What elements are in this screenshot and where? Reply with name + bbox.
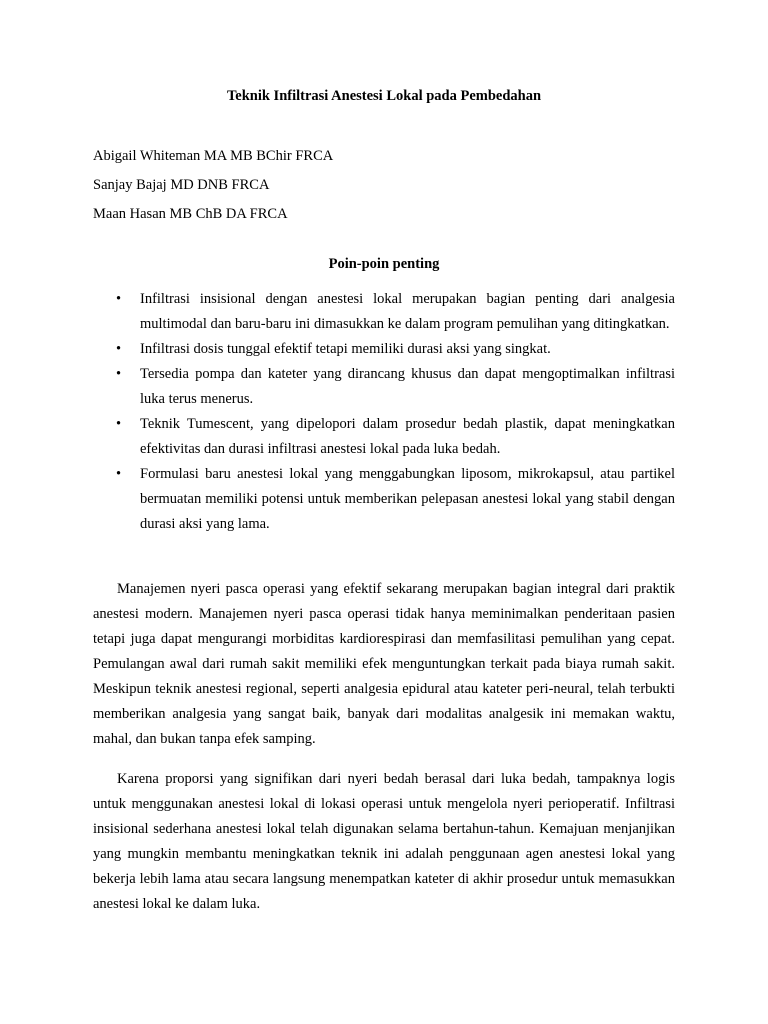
- author-name: Sanjay Bajaj MD DNB FRCA: [93, 177, 270, 193]
- key-point-item: [116, 412, 675, 462]
- key-point-item: [116, 337, 675, 362]
- key-point-text: Teknik Tumescent, yang dipelopori dalam prosedur bedah plastik, dapat meningkatkan efektivitas dan durasi infiltrasi anestesi lokal pada luka bedah.: [140, 416, 675, 457]
- key-point-item: [116, 362, 675, 412]
- bullet-icon: •: [116, 341, 122, 357]
- bullet-icon: •: [116, 291, 122, 307]
- key-point-text: Tersedia pompa dan kateter yang dirancang khusus dan dapat mengoptimalkan infiltrasi luka terus menerus.: [140, 366, 675, 407]
- body-paragraph: Karena proporsi yang signifikan dari nyeri bedah berasal dari luka bedah, tampaknya logis untuk menggunakan anestesi lokal di lokasi operasi untuk mengelola nyeri perioperatif. Infiltrasi insisional sederhana anestesi lokal telah digunakan selama bertahun-tahun. Kemajuan menjanjikan yang mungkin membantu meningkatkan teknik ini adalah penggunaan agen anestesi lokal yang bekerja lebih lama atau secara langsung menempatkan kateter di akhir prosedur untuk memasukkan anestesi lokal ke dalam luka.: [93, 771, 675, 912]
- key-point-item: [116, 287, 675, 337]
- author-name: Maan Hasan MB ChB DA FRCA: [93, 206, 288, 222]
- bullet-icon: •: [116, 416, 122, 432]
- body-paragraph: Manajemen nyeri pasca operasi yang efektif sekarang merupakan bagian integral dari praktik anestesi modern. Manajemen nyeri pasca operasi tidak hanya meminimalkan penderitaan pasien tetapi juga dapat mengurangi morbiditas kardiorespirasi dan memfasilitasi pemulihan yang cepat. Pemulangan awal dari rumah sakit memiliki efek menguntungkan terkait pada biaya rumah sakit. Meskipun teknik anestesi regional, seperti analgesia epidural atau kateter peri-neural, telah terbukti memberikan analgesia yang sangat baik, banyak dari modalitas analgesik ini memakan waktu, mahal, dan bukan tanpa efek samping.: [93, 581, 675, 747]
- key-points-list: [116, 287, 675, 537]
- bullet-icon: •: [116, 466, 122, 482]
- key-point-text: Formulasi baru anestesi lokal yang menggabungkan liposom, mikrokapsul, atau partikel bermuatan memiliki potensi untuk memberikan pelepasan anestesi lokal yang stabil dengan durasi aksi yang lama.: [140, 466, 675, 532]
- key-point-text: Infiltrasi dosis tunggal efektif tetapi memiliki durasi aksi yang singkat.: [140, 341, 551, 357]
- key-point-text: Infiltrasi insisional dengan anestesi lokal merupakan bagian penting dari analgesia multimodal dan baru-baru ini dimasukkan ke dalam program pemulihan yang ditingkatkan.: [140, 291, 675, 332]
- author-list: [93, 142, 333, 229]
- key-point-item: [116, 462, 675, 537]
- document-title: Teknik Infiltrasi Anestesi Lokal pada Pembedahan: [226, 88, 542, 104]
- key-points-heading: Poin-poin penting: [328, 256, 440, 272]
- bullet-icon: •: [116, 366, 122, 382]
- author-name: Abigail Whiteman MA MB BChir FRCA: [93, 148, 334, 164]
